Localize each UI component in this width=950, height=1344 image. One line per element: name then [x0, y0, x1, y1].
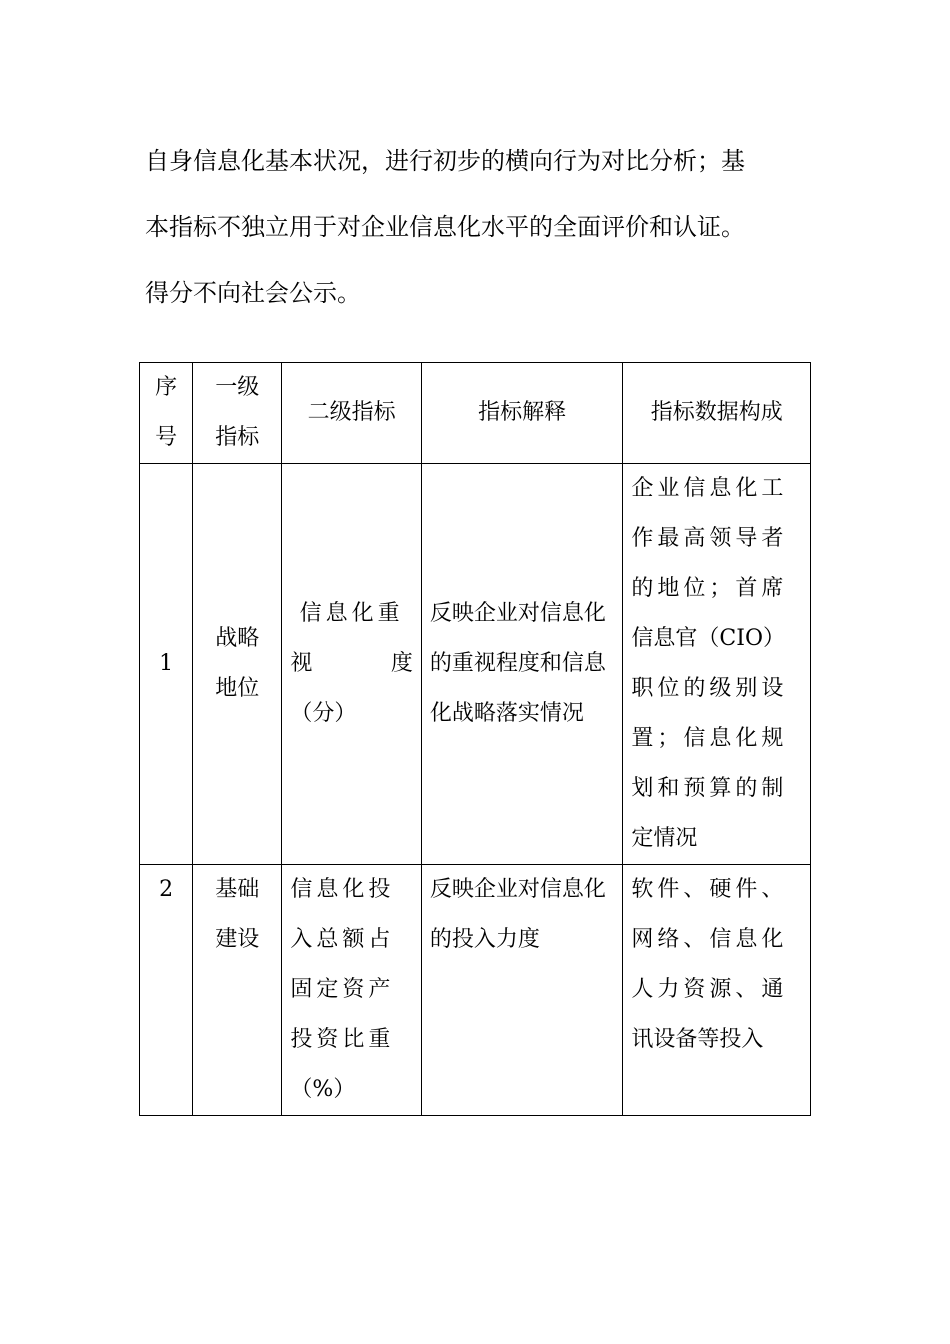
row-seq: 2: [140, 865, 193, 1116]
row-data-composition: 软件、硬件、 网络、信息化 人力资源、通 讯设备等投入: [623, 865, 811, 1116]
row-level1: 基础 建设: [193, 865, 282, 1116]
header-level1: 一级 指标: [193, 363, 282, 464]
row-level1: 战略 地位: [193, 464, 282, 865]
header-data-composition: 指标数据构成: [623, 363, 811, 464]
row-seq: 1: [140, 464, 193, 865]
header-seq: 序 号: [140, 363, 193, 464]
intro-line-3: 得分不向社会公示。: [145, 279, 361, 307]
table-row: [140, 865, 811, 1116]
row-level2: 信息化重 视 度 （分）: [282, 464, 421, 865]
intro-paragraph: [145, 128, 810, 326]
intro-line-2: 本指标不独立用于对企业信息化水平的全面评价和认证。: [145, 213, 745, 241]
row-level2: 信息化投 入总额占 固定资产 投资比重 （%）: [282, 865, 421, 1116]
header-level2: 二级指标: [282, 363, 421, 464]
row-explanation: 反映企业对信息化的投入力度: [421, 865, 623, 1116]
row-explanation: 反映企业对信息化的重视程度和信息化战略落实情况: [421, 464, 623, 865]
intro-line-1: 自身信息化基本状况，进行初步的横向行为对比分析；基: [145, 147, 745, 175]
row-data-composition: 企业信息化工 作最高领导者 的地位；首席 信息官（CIO） 职位的级别设 置；信息化规 划和预算的制 定情况: [623, 464, 811, 865]
table-header-row: [140, 363, 811, 464]
indicator-table: [139, 362, 811, 1116]
table-row: [140, 464, 811, 865]
header-explanation: 指标解释: [421, 363, 623, 464]
